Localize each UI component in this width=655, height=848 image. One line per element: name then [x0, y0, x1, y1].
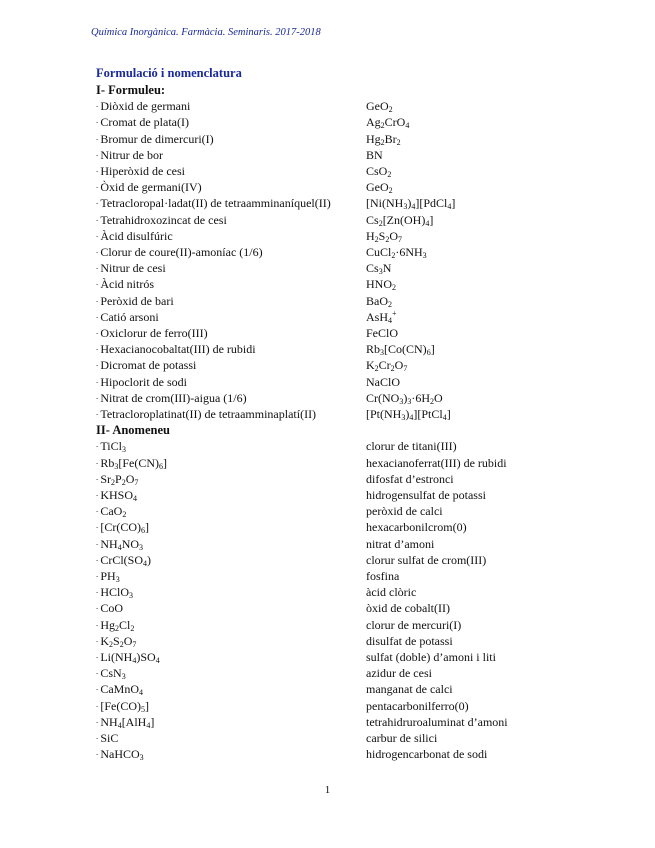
compound-formula: - $Hg_2Cl_2$	[96, 617, 135, 633]
compound-name: òxid de cobalt(II)	[366, 601, 450, 616]
compound-name: - Hiperòxid de cesi	[96, 164, 185, 178]
bullet: -	[96, 329, 99, 337]
compound-formula: $HNO_2$	[366, 277, 396, 293]
bullet: -	[96, 215, 99, 224]
bullet: -	[96, 280, 99, 289]
bullet: -	[96, 750, 99, 759]
compound-formula: - CoO	[96, 601, 124, 616]
compound-formula: GeO$_2$	[366, 99, 393, 115]
exercise-row	[0, 487, 655, 503]
exercise-row	[0, 341, 655, 357]
compound-name: sulfat (doble) d’amoni i liti	[366, 650, 496, 664]
compound-name: - Catió arsoni	[96, 309, 159, 324]
compound-name: carbur de silici	[366, 731, 438, 745]
bullet: -	[96, 393, 99, 402]
compound-formula: FeClO	[366, 326, 399, 340]
compound-name: azidur de cesi	[366, 666, 432, 681]
bullet: -	[96, 361, 99, 370]
compound-name: - Nitrur de bor	[96, 147, 163, 162]
compound-formula: $Hg_2Br_2$	[366, 131, 401, 147]
bullet: -	[96, 555, 99, 564]
exercise-row	[0, 325, 655, 341]
compound-formula: - $CrCl(SO_4)$	[96, 552, 152, 568]
bullet: -	[96, 572, 99, 580]
compound-name: àcid clòric	[366, 585, 417, 600]
bullet: -	[96, 183, 99, 192]
compound-name: - Peròxid de bari	[96, 293, 174, 308]
compound-name: clorur de mercuri(I)	[366, 617, 462, 632]
bullet: -	[96, 588, 99, 597]
exercise-row	[0, 309, 655, 325]
bullet: -	[96, 458, 99, 467]
exercise-row	[0, 568, 655, 584]
compound-name: - Nitrat de crom(III)-aigua (1/6)	[96, 390, 247, 405]
compound-name: disulfat de potassi	[366, 633, 453, 648]
exercise-row	[0, 114, 655, 130]
exercise-row	[0, 633, 655, 649]
exercise-row	[0, 244, 655, 260]
bullet: -	[96, 102, 99, 111]
bullet: -	[96, 150, 99, 159]
compound-name: hidrogensulfat de potassi	[366, 488, 486, 502]
compound-name: - Oxiclorur de ferro(III)	[96, 326, 208, 340]
compound-formula: $[Pt(NH_3)_4][PtCl_4]$	[366, 407, 451, 422]
compound-formula: BN	[366, 147, 383, 162]
compound-name: - Bromur de dimercuri(I)	[96, 131, 214, 146]
compound-formula: - CsN$_3$	[96, 666, 126, 682]
bullet: -	[96, 345, 99, 354]
compound-formula: - HClO$_3$	[96, 585, 134, 601]
exercise-row	[0, 406, 655, 422]
exercise-row	[0, 98, 655, 114]
compound-name: difosfat d’estronci	[366, 471, 454, 486]
compound-formula: - $NH_4[AlH_4]$	[96, 714, 155, 730]
exercise-row	[0, 681, 655, 697]
bullet: -	[96, 199, 99, 208]
compound-name: pentacarbonilferro(0)	[366, 698, 469, 713]
compound-formula: - $PH_3$	[96, 569, 120, 584]
exercise-row	[0, 163, 655, 179]
bullet: -	[96, 231, 99, 240]
compound-formula: - CaO$_2$	[96, 504, 127, 520]
section-heading: I- Formuleu:	[96, 83, 166, 97]
compound-name: - Àcid nitrós	[96, 277, 155, 292]
bullet: -	[96, 620, 99, 629]
bullet: -	[96, 685, 99, 694]
bullet: -	[96, 717, 99, 726]
exercise-row	[0, 147, 655, 163]
exercise-row	[0, 390, 655, 406]
compound-name: - Diòxid de germani	[96, 99, 191, 114]
exercise-row	[0, 293, 655, 309]
exercise-row	[0, 503, 655, 519]
exercise-row	[0, 374, 655, 390]
exercise-row	[0, 212, 655, 228]
compound-formula: - $Li(NH_4)SO_4$	[96, 650, 160, 665]
compound-formula: GeO$_2$	[366, 180, 393, 196]
exercise-row	[0, 617, 655, 633]
compound-name: tetrahidruroaluminat d’amoni	[366, 714, 508, 729]
compound-name: manganat de calci	[366, 682, 453, 697]
bullet: -	[96, 410, 99, 418]
compound-name: - Dicromat de potassi	[96, 358, 197, 373]
bullet: -	[96, 474, 99, 483]
compound-formula: - NaHCO$_3$	[96, 747, 144, 763]
compound-name: - Tetrahidroxozincat de cesi	[96, 212, 227, 227]
compound-formula: - $Rb_3[Fe(CN)_6]$	[96, 455, 168, 471]
bullet: -	[96, 539, 99, 548]
bullet: -	[96, 734, 99, 742]
exercise-row	[0, 179, 655, 195]
bullet: -	[96, 296, 99, 305]
compound-formula: $H_2S_2O_7$	[366, 228, 403, 244]
bullet: -	[96, 167, 99, 175]
exercise-row	[0, 455, 655, 471]
exercise-row	[0, 746, 655, 762]
compound-name: - Hipoclorit de sodi	[96, 374, 187, 389]
bullet: -	[96, 264, 99, 273]
bullet: -	[96, 523, 99, 532]
bullet: -	[96, 312, 99, 321]
bullet: -	[96, 118, 99, 127]
compound-formula: $Cs_3N$	[366, 261, 392, 277]
compound-name: hexacarbonilcrom(0)	[366, 520, 467, 535]
compound-name: - Clorur de coure(II)-amoníac (1/6)	[96, 245, 263, 259]
compound-formula: - $KHSO_4$	[96, 488, 138, 503]
compound-formula: $Ag_2CrO_4$	[366, 115, 410, 131]
compound-formula: $[Ni(NH_3)_4][PdCl_4]$	[366, 196, 456, 212]
compound-formula: - CaMnO$_4$	[96, 682, 144, 698]
bullet: -	[96, 669, 99, 678]
exercise-row	[0, 357, 655, 373]
compound-name: hexacianoferrat(III) de rubidi	[366, 455, 507, 470]
compound-formula: - $K_2S_2O_7$	[96, 633, 137, 649]
compound-formula: NaClO	[366, 374, 400, 389]
exercise-row	[0, 600, 655, 616]
compound-formula: - $[Cr(CO)_6]$	[96, 520, 150, 536]
exercise-row	[0, 649, 655, 665]
compound-formula: $CuCl_2\cdot 6NH_3$	[366, 245, 427, 260]
bullet: -	[96, 636, 99, 645]
compound-name: peròxid de calci	[366, 504, 443, 519]
compound-formula: - SiC	[96, 731, 119, 745]
compound-name: - Nitrur de cesi	[96, 261, 166, 276]
compound-formula: - TiCl$_3$	[96, 439, 126, 455]
compound-name: - Àcid disulfúric	[96, 228, 173, 243]
exercise-row	[0, 131, 655, 147]
compound-name: clorur de titani(III)	[366, 439, 457, 454]
compound-name: - Tetracloropal·ladat(II) de tetraamminaníquel(II)	[96, 196, 331, 211]
compound-formula: BaO$_2$	[366, 293, 392, 309]
exercise-row	[0, 195, 655, 211]
bullet: -	[96, 604, 99, 613]
bullet: -	[96, 701, 99, 710]
bullet: -	[96, 248, 99, 256]
compound-formula: - $NH_4NO_3$	[96, 536, 144, 552]
exercise-row	[0, 438, 655, 454]
compound-formula: - $[Fe(CO)_5]$	[96, 698, 150, 714]
compound-name: hidrogencarbonat de sodi	[366, 747, 488, 762]
bullet: -	[96, 442, 99, 451]
exercise-row	[0, 698, 655, 714]
bullet: -	[96, 377, 99, 386]
compound-formula: AsH$_4$+	[366, 308, 397, 325]
exercise-row	[0, 276, 655, 292]
compound-formula: - $Sr_2P_2O_7$	[96, 471, 139, 487]
exercise-row	[0, 228, 655, 244]
exercise-row	[0, 519, 655, 535]
bullet: -	[96, 134, 99, 143]
exercise-row	[0, 260, 655, 276]
compound-name: nitrat d’amoni	[366, 536, 435, 551]
bullet: -	[96, 507, 99, 516]
exercise-row	[0, 730, 655, 746]
compound-name: - Hexacianocobaltat(III) de rubidi	[96, 342, 256, 357]
exercise-row	[0, 471, 655, 487]
compound-name: fosfina	[366, 569, 400, 583]
bullet: -	[96, 653, 99, 661]
exercise-row	[0, 536, 655, 552]
compound-formula: CsO$_2$	[366, 164, 392, 179]
section-heading: II- Anomeneu	[96, 423, 170, 438]
compound-formula: $Cr(NO_3)_3\cdot 6H_2O$	[366, 390, 443, 406]
compound-formula: $K_2Cr_2O_7$	[366, 358, 408, 374]
exercise-row	[0, 714, 655, 730]
compound-name: - Òxid de germani(IV)	[96, 180, 202, 195]
exercise-row	[0, 552, 655, 568]
compound-name: - Tetracloroplatinat(II) de tetraamminaplatí(II)	[96, 407, 317, 421]
exercise-row	[0, 584, 655, 600]
page-number: 1	[324, 784, 331, 796]
compound-formula: $Cs_2[Zn(OH)_4]$	[366, 212, 434, 228]
compound-name: - Cromat de plata(I)	[96, 115, 189, 130]
page-title: Formulació i nomenclatura	[96, 66, 242, 80]
exercise-row	[0, 665, 655, 681]
bullet: -	[96, 491, 99, 499]
running-header: Química Inorgànica. Farmàcia. Seminaris. 2017-2018	[91, 27, 321, 38]
compound-formula: $Rb_3[Co(CN)_6]$	[366, 342, 435, 358]
compound-name: clorur sulfat de crom(III)	[366, 552, 487, 567]
